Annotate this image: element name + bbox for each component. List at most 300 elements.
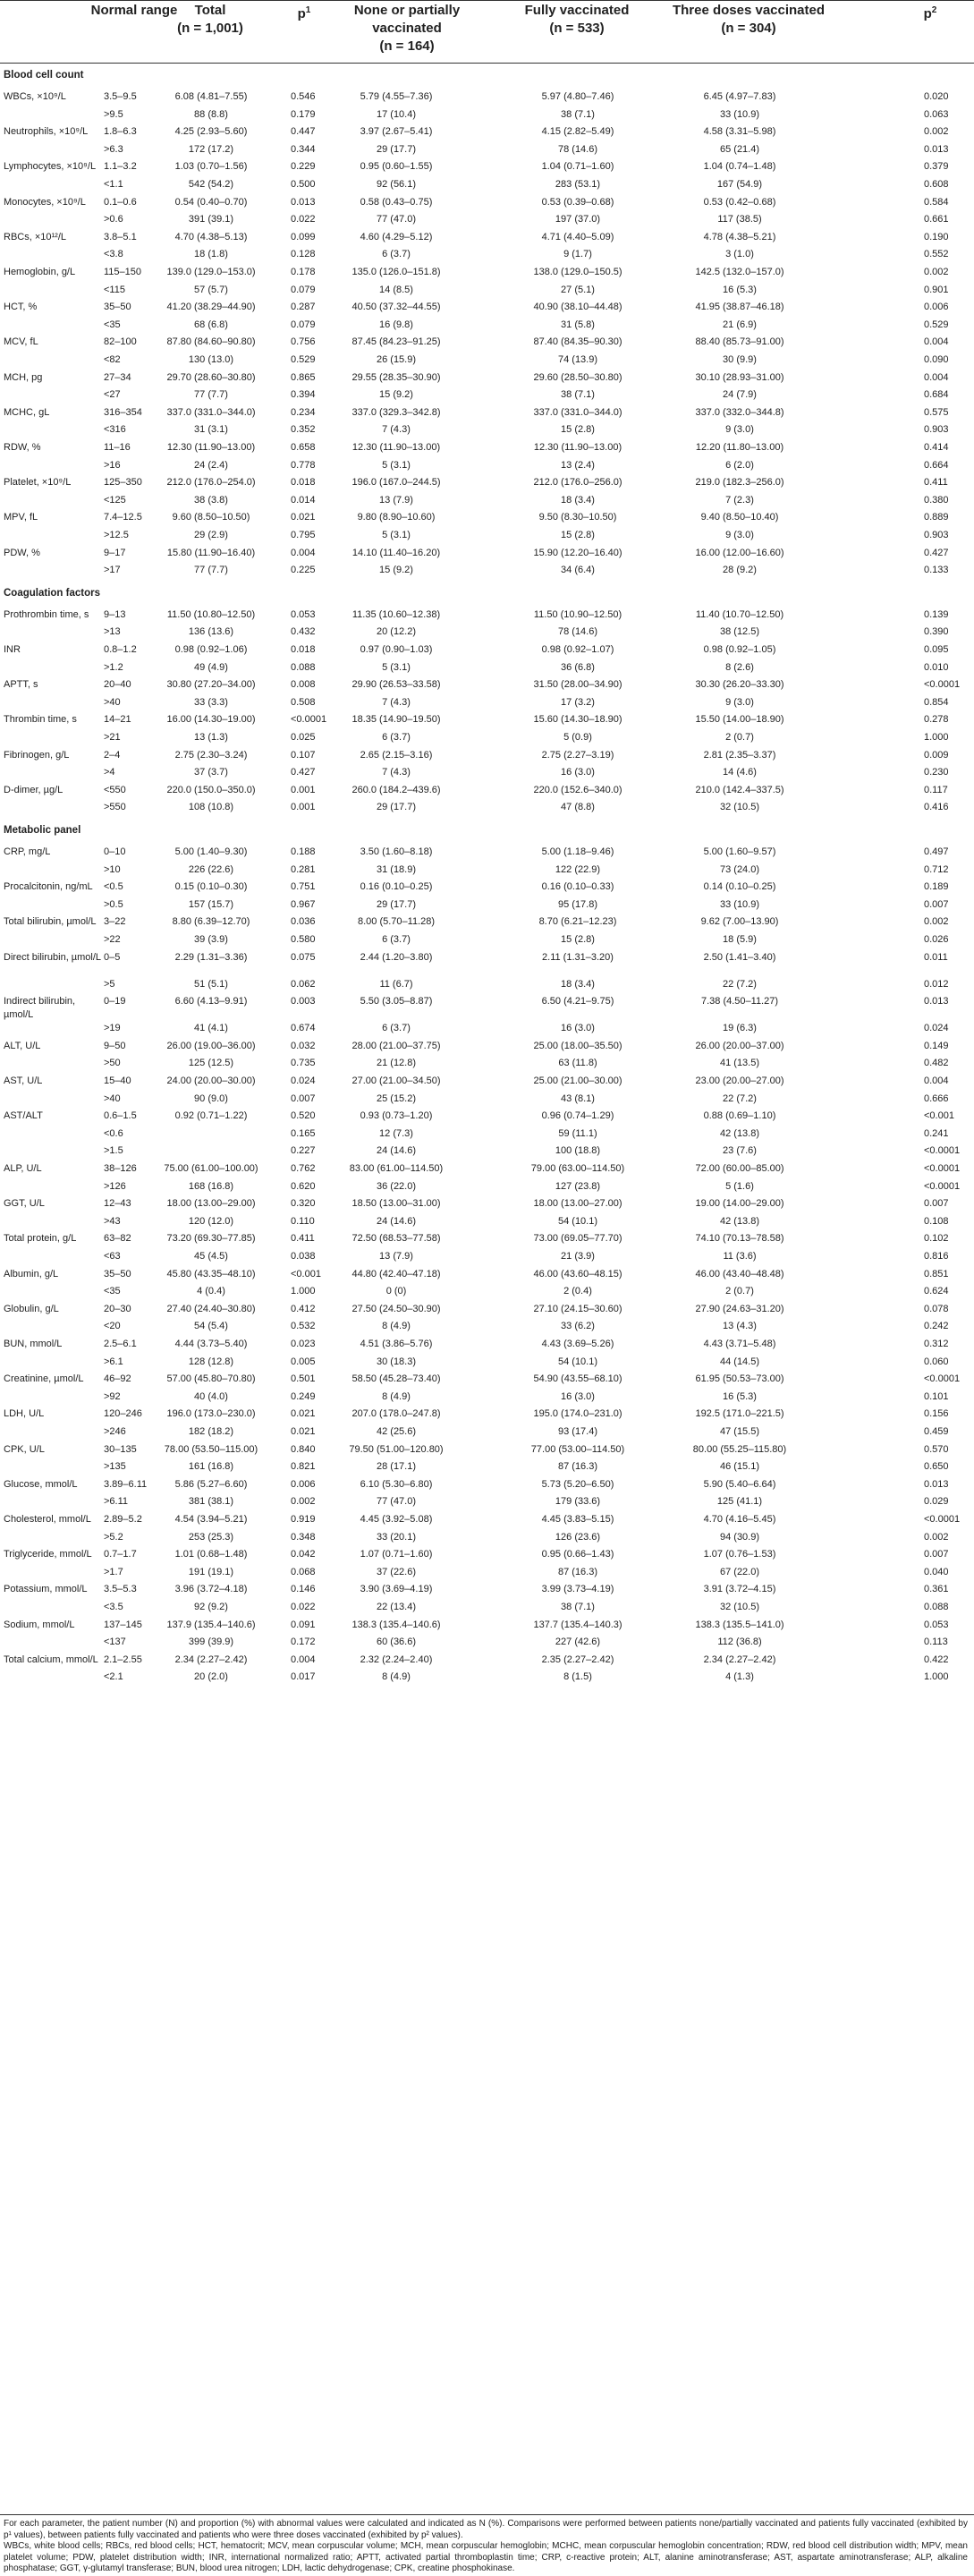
cell-normal-range: >1.7 bbox=[104, 1566, 123, 1577]
cell-fully-vaccinated: 0.98 (0.92–1.07) bbox=[541, 644, 614, 655]
cell-total: 45.80 (43.35–48.10) bbox=[166, 1268, 256, 1279]
cell-total: 196.0 (173.0–230.0) bbox=[166, 1408, 256, 1420]
cell-p2: 0.009 bbox=[924, 749, 949, 761]
cell-three-doses: 9 (3.0) bbox=[725, 696, 754, 708]
cell-p2: 0.241 bbox=[924, 1127, 949, 1139]
cell-none-vaccinated: 83.00 (61.00–114.50) bbox=[349, 1163, 444, 1174]
cell-fully-vaccinated: 31.50 (28.00–34.90) bbox=[533, 679, 623, 691]
cell-parameter: CPK, U/L bbox=[4, 1443, 45, 1455]
cell-parameter: LDH, U/L bbox=[4, 1408, 45, 1420]
cell-p2: 0.497 bbox=[924, 846, 949, 857]
cell-three-doses: 4.58 (3.31–5.98) bbox=[703, 126, 776, 138]
cell-p2: 0.712 bbox=[924, 863, 949, 875]
cell-normal-range: >16 bbox=[104, 459, 121, 471]
header-total-label: Total bbox=[194, 3, 226, 18]
cell-p1: 0.172 bbox=[291, 1637, 316, 1648]
table-row bbox=[0, 880, 974, 895]
cell-p2: 0.242 bbox=[924, 1321, 949, 1332]
cell-parameter: Monocytes, ×10⁹/L bbox=[4, 196, 86, 208]
table-row bbox=[0, 1302, 974, 1317]
cell-total: 4.54 (3.94–5.21) bbox=[174, 1514, 248, 1525]
cell-total: 75.00 (61.00–100.00) bbox=[164, 1163, 258, 1174]
cell-three-doses: 2.34 (2.27–2.42) bbox=[703, 1654, 776, 1665]
cell-fully-vaccinated: 27 (5.1) bbox=[561, 284, 595, 295]
cell-total: 24 (2.4) bbox=[194, 459, 228, 471]
cell-total: 161 (16.8) bbox=[188, 1461, 234, 1473]
table-row bbox=[0, 528, 974, 543]
cell-three-doses: 0.53 (0.42–0.68) bbox=[703, 196, 776, 208]
cell-total: 11.50 (10.80–12.50) bbox=[166, 608, 256, 620]
table-row bbox=[0, 1494, 974, 1509]
cell-p2: 0.624 bbox=[924, 1286, 949, 1297]
cell-total: 12.30 (11.90–13.00) bbox=[166, 442, 256, 453]
table-row bbox=[0, 765, 974, 780]
cell-fully-vaccinated: 54 (10.1) bbox=[557, 1356, 598, 1367]
cell-none-vaccinated: 60 (36.6) bbox=[376, 1637, 417, 1648]
cell-p2: 0.011 bbox=[924, 951, 948, 963]
table-row bbox=[0, 1214, 974, 1229]
cell-p1: 0.021 bbox=[291, 512, 316, 523]
cell-three-doses: 1.04 (0.74–1.48) bbox=[703, 161, 776, 173]
cell-none-vaccinated: 15 (9.2) bbox=[379, 389, 413, 401]
cell-p1: 0.188 bbox=[291, 846, 316, 857]
cell-normal-range: 1.1–3.2 bbox=[104, 161, 137, 173]
cell-p1: 0.038 bbox=[291, 1251, 316, 1262]
cell-parameter: PDW, % bbox=[4, 547, 40, 558]
cell-p1: 0.068 bbox=[291, 1566, 316, 1577]
cell-total: 0.92 (0.71–1.22) bbox=[174, 1110, 248, 1122]
footnote-1: For each parameter, the patient number (N) and proportion (%) with abnormal values were calculated and indicated as N (%). Comparisons were performed between patients none/partially vaccinated and patients fully vaccinated (exhibited by p¹ values), between patients fully vaccinated and patients who were three doses vaccinated (exhibited by p² values). bbox=[4, 2519, 968, 2540]
cell-parameter: Direct bilirubin, µmol/L bbox=[4, 951, 102, 963]
cell-three-doses: 24 (7.9) bbox=[723, 389, 757, 401]
cell-p1: 0.165 bbox=[291, 1127, 316, 1139]
cell-three-doses: 210.0 (142.4–337.5) bbox=[695, 784, 784, 795]
cell-p2: 0.414 bbox=[924, 442, 949, 453]
cell-none-vaccinated: 77 (47.0) bbox=[376, 1496, 417, 1508]
cell-total: 542 (54.2) bbox=[188, 179, 234, 190]
cell-parameter: Potassium, mmol/L bbox=[4, 1584, 88, 1595]
table-row bbox=[0, 625, 974, 640]
cell-none-vaccinated: 3.97 (2.67–5.41) bbox=[360, 126, 433, 138]
table-row bbox=[0, 1092, 974, 1107]
cell-parameter: Total bilirubin, µmol/L bbox=[4, 916, 97, 928]
cell-total: 4.44 (3.73–5.40) bbox=[174, 1339, 248, 1349]
cell-p2: 0.090 bbox=[924, 354, 949, 365]
cell-fully-vaccinated: 54.90 (43.55–68.10) bbox=[533, 1373, 623, 1385]
cell-parameter: APTT, s bbox=[4, 679, 38, 691]
cell-parameter: Neutrophils, ×10⁹/L bbox=[4, 126, 89, 138]
cell-p2: <0.0001 bbox=[924, 1373, 961, 1385]
cell-normal-range: 137–145 bbox=[104, 1619, 142, 1630]
cell-none-vaccinated: 260.0 (184.2–439.6) bbox=[351, 784, 441, 795]
cell-p1: 0.344 bbox=[291, 143, 316, 155]
cell-parameter: MCV, fL bbox=[4, 336, 38, 348]
cell-p1: <0.001 bbox=[291, 1268, 321, 1279]
table-row bbox=[0, 177, 974, 192]
cell-three-doses: 65 (21.4) bbox=[719, 143, 760, 155]
cell-normal-range: 3.89–6.11 bbox=[104, 1478, 148, 1490]
cell-p2: 0.095 bbox=[924, 644, 949, 655]
cell-none-vaccinated: 29 (17.7) bbox=[376, 898, 417, 910]
cell-three-doses: 30 (9.9) bbox=[723, 354, 757, 365]
cell-total: 0.54 (0.40–0.70) bbox=[174, 196, 248, 208]
cell-none-vaccinated: 79.50 (51.00–120.80) bbox=[349, 1443, 444, 1455]
cell-p2: <0.001 bbox=[924, 1110, 954, 1122]
cell-none-vaccinated: 20 (12.2) bbox=[376, 626, 417, 638]
cell-p1: 0.427 bbox=[291, 767, 316, 778]
cell-p2: 0.117 bbox=[924, 784, 948, 795]
cell-p1: 0.756 bbox=[291, 336, 316, 348]
cell-three-doses: 47 (15.5) bbox=[719, 1426, 760, 1437]
cell-total: 120 (12.0) bbox=[188, 1215, 234, 1227]
cell-p2: 0.060 bbox=[924, 1356, 949, 1367]
cell-normal-range: 2–4 bbox=[104, 749, 121, 761]
cell-fully-vaccinated: 126 (23.6) bbox=[555, 1531, 601, 1543]
cell-fully-vaccinated: 4.15 (2.82–5.49) bbox=[541, 126, 614, 138]
cell-three-doses: 30.30 (26.20–33.30) bbox=[695, 679, 784, 691]
cell-total: 399 (39.9) bbox=[188, 1637, 234, 1648]
cell-total: 54 (5.4) bbox=[194, 1321, 228, 1332]
cell-normal-range: 15–40 bbox=[104, 1075, 131, 1086]
cell-three-doses: 22 (7.2) bbox=[723, 978, 757, 990]
table-row bbox=[0, 458, 974, 473]
cell-normal-range: >6.11 bbox=[104, 1496, 129, 1508]
cell-p1: 0.348 bbox=[291, 1531, 316, 1543]
cell-three-doses: 80.00 (55.25–115.80) bbox=[692, 1443, 787, 1455]
cell-three-doses: 13 (4.3) bbox=[723, 1321, 757, 1332]
table-row bbox=[0, 1161, 974, 1177]
header-normal-range: Normal range bbox=[90, 3, 178, 18]
cell-p1: 0.508 bbox=[291, 696, 316, 708]
cell-parameter: Total calcium, mmol/L bbox=[4, 1654, 98, 1665]
cell-p2: 0.422 bbox=[924, 1654, 949, 1665]
cell-three-doses: 46.00 (43.40–48.48) bbox=[695, 1268, 784, 1279]
cell-total: 30.80 (27.20–34.00) bbox=[166, 679, 256, 691]
cell-normal-range: 3.5–5.3 bbox=[104, 1584, 137, 1595]
cell-fully-vaccinated: 95 (17.8) bbox=[557, 898, 598, 910]
cell-p2: 0.903 bbox=[924, 530, 949, 540]
cell-total: 1.03 (0.70–1.56) bbox=[174, 161, 248, 173]
cell-p2: 0.650 bbox=[924, 1461, 949, 1473]
cell-three-doses: 30.10 (28.93–31.00) bbox=[695, 371, 784, 383]
cell-three-doses: 33 (10.9) bbox=[719, 108, 760, 120]
table-row bbox=[0, 748, 974, 763]
cell-total: 130 (13.0) bbox=[188, 354, 234, 365]
header-p2 bbox=[912, 2, 948, 23]
cell-total: 26.00 (19.00–36.00) bbox=[166, 1040, 256, 1051]
table-row bbox=[0, 440, 974, 455]
cell-total: 157 (15.7) bbox=[188, 898, 234, 910]
cell-parameter: BUN, mmol/L bbox=[4, 1339, 63, 1349]
table-row bbox=[0, 1039, 974, 1054]
cell-fully-vaccinated: 78 (14.6) bbox=[557, 143, 598, 155]
table-row bbox=[0, 1196, 974, 1211]
cell-p1: 1.000 bbox=[291, 1286, 316, 1297]
cell-three-doses: 4.43 (3.71–5.48) bbox=[703, 1339, 776, 1349]
cell-total: 29.70 (28.60–30.80) bbox=[166, 371, 256, 383]
cell-fully-vaccinated: 21 (3.9) bbox=[561, 1251, 595, 1262]
cell-total: 108 (10.8) bbox=[188, 802, 234, 813]
cell-total: 6.60 (4.13–9.91) bbox=[174, 996, 248, 1007]
table-row bbox=[0, 1109, 974, 1124]
cell-fully-vaccinated: 283 (53.1) bbox=[555, 179, 601, 190]
table-row bbox=[0, 1512, 974, 1527]
cell-parameter: Fibrinogen, g/L bbox=[4, 749, 70, 761]
cell-normal-range: <115 bbox=[104, 284, 125, 295]
cell-p1: 0.032 bbox=[291, 1040, 316, 1051]
cell-p1: 0.091 bbox=[291, 1619, 316, 1630]
cell-p1: 0.821 bbox=[291, 1461, 316, 1473]
table-row bbox=[0, 387, 974, 403]
cell-fully-vaccinated: 4.43 (3.69–5.26) bbox=[541, 1339, 614, 1349]
cell-p2: 0.013 bbox=[924, 996, 949, 1007]
table-row bbox=[0, 932, 974, 948]
cell-p2: 1.000 bbox=[924, 732, 949, 743]
cell-fully-vaccinated: 25.00 (18.00–35.50) bbox=[533, 1040, 623, 1051]
cell-fully-vaccinated: 337.0 (331.0–344.0) bbox=[533, 406, 623, 418]
cell-fully-vaccinated: 6.50 (4.21–9.75) bbox=[541, 996, 614, 1007]
cell-none-vaccinated: 12.30 (11.90–13.00) bbox=[351, 442, 441, 453]
table-row bbox=[0, 695, 974, 710]
cell-none-vaccinated: 16 (9.8) bbox=[379, 319, 413, 330]
cell-parameter: MCH, pg bbox=[4, 371, 43, 383]
cell-p1: 0.532 bbox=[291, 1321, 316, 1332]
cell-p1: 0.394 bbox=[291, 389, 316, 401]
table-row bbox=[0, 142, 974, 157]
cell-p2: 0.013 bbox=[924, 1478, 949, 1490]
cell-none-vaccinated: 28 (17.1) bbox=[376, 1461, 417, 1473]
cell-none-vaccinated: 44.80 (42.40–47.18) bbox=[351, 1268, 441, 1279]
cell-three-doses: 192.5 (171.0–221.5) bbox=[695, 1408, 784, 1420]
cell-three-doses: 142.5 (132.0–157.0) bbox=[695, 267, 784, 277]
table-row bbox=[0, 1477, 974, 1492]
cell-p1: 0.412 bbox=[291, 1303, 316, 1314]
cell-three-doses: 23.00 (20.00–27.00) bbox=[695, 1075, 784, 1086]
cell-none-vaccinated: 3.50 (1.60–8.18) bbox=[360, 846, 433, 857]
cell-fully-vaccinated: 0.53 (0.39–0.68) bbox=[541, 196, 614, 208]
cell-three-doses: 16.00 (12.00–16.60) bbox=[695, 547, 784, 558]
cell-normal-range: 3.8–5.1 bbox=[104, 231, 137, 242]
cell-p2: 0.012 bbox=[924, 978, 949, 990]
cell-p2: 0.102 bbox=[924, 1233, 949, 1245]
cell-fully-vaccinated: 195.0 (174.0–231.0) bbox=[533, 1408, 623, 1420]
cell-fully-vaccinated: 18 (3.4) bbox=[561, 494, 595, 506]
cell-none-vaccinated: 1.07 (0.71–1.60) bbox=[360, 1549, 433, 1560]
cell-p1: 0.529 bbox=[291, 354, 316, 365]
cell-normal-range: 2.89–5.2 bbox=[104, 1514, 142, 1525]
cell-p1: 0.500 bbox=[291, 179, 316, 190]
cell-total: 2.29 (1.31–3.36) bbox=[174, 951, 248, 963]
cell-total: 87.80 (84.60–90.80) bbox=[166, 336, 256, 348]
cell-three-doses: 2.50 (1.41–3.40) bbox=[703, 951, 776, 963]
table-row bbox=[0, 89, 974, 105]
cell-none-vaccinated: 6 (3.7) bbox=[382, 249, 411, 260]
cell-none-vaccinated: 24 (14.6) bbox=[376, 1215, 417, 1227]
cell-p2: 0.026 bbox=[924, 934, 949, 945]
cell-fully-vaccinated: 18.00 (13.00–27.00) bbox=[533, 1198, 623, 1210]
header-p2-sup: 2 bbox=[931, 5, 937, 15]
cell-fully-vaccinated: 27.10 (24.15–30.60) bbox=[533, 1303, 623, 1314]
cell-normal-range: 38–126 bbox=[104, 1163, 137, 1174]
cell-three-doses: 32 (10.5) bbox=[719, 1602, 760, 1612]
cell-three-doses: 67 (22.0) bbox=[719, 1566, 760, 1577]
cell-parameter: INR bbox=[4, 644, 21, 655]
cell-three-doses: 0.98 (0.92–1.05) bbox=[703, 644, 776, 655]
cell-normal-range: >550 bbox=[104, 802, 126, 813]
cell-total: 0.15 (0.10–0.30) bbox=[174, 881, 248, 893]
header-three-doses bbox=[668, 2, 829, 38]
cell-none-vaccinated: 11 (6.7) bbox=[379, 978, 413, 990]
cell-p2: 0.552 bbox=[924, 249, 949, 260]
cell-p1: 0.919 bbox=[291, 1514, 316, 1525]
cell-three-doses: 125 (41.1) bbox=[716, 1496, 763, 1508]
cell-none-vaccinated: 0.95 (0.60–1.55) bbox=[360, 161, 433, 173]
cell-parameter: Globulin, g/L bbox=[4, 1303, 59, 1314]
cell-normal-range: <63 bbox=[104, 1251, 121, 1262]
cell-fully-vaccinated: 0.16 (0.10–0.33) bbox=[541, 881, 614, 893]
cell-normal-range: >12.5 bbox=[104, 530, 129, 540]
table-row bbox=[0, 195, 974, 210]
cell-three-doses: 2 (0.7) bbox=[725, 1286, 754, 1297]
table-row bbox=[0, 1635, 974, 1650]
cell-none-vaccinated: 0.93 (0.73–1.20) bbox=[360, 1110, 433, 1122]
cell-fully-vaccinated: 36 (6.8) bbox=[561, 661, 595, 673]
cell-p2: 0.133 bbox=[924, 565, 949, 576]
cell-normal-range: >13 bbox=[104, 626, 121, 638]
cell-normal-range: 0–19 bbox=[104, 996, 126, 1007]
cell-p2: 0.889 bbox=[924, 512, 949, 523]
cell-fully-vaccinated: 16 (3.0) bbox=[561, 1023, 595, 1034]
cell-fully-vaccinated: 77.00 (53.00–114.50) bbox=[530, 1443, 625, 1455]
cell-normal-range: 3.5–9.5 bbox=[104, 91, 137, 102]
cell-p1: 0.840 bbox=[291, 1443, 316, 1455]
cell-fully-vaccinated: 100 (18.8) bbox=[555, 1145, 601, 1157]
cell-normal-range: <35 bbox=[104, 1286, 121, 1297]
cell-fully-vaccinated: 15 (2.8) bbox=[561, 530, 595, 540]
header-none-label: None or partially vaccinated bbox=[353, 3, 461, 36]
table-row bbox=[0, 783, 974, 798]
cell-three-doses: 74.10 (70.13–78.58) bbox=[695, 1233, 784, 1245]
cell-total: 15.80 (11.90–16.40) bbox=[166, 547, 256, 558]
cell-p1: 0.179 bbox=[291, 108, 316, 120]
cell-normal-range: 1.8–6.3 bbox=[104, 126, 137, 138]
cell-fully-vaccinated: 0.95 (0.66–1.43) bbox=[541, 1549, 614, 1560]
cell-none-vaccinated: 8.00 (5.70–11.28) bbox=[357, 916, 436, 928]
cell-none-vaccinated: 5 (3.1) bbox=[382, 530, 411, 540]
header-total-n: (n = 1,001) bbox=[177, 21, 243, 36]
cell-p1: 0.001 bbox=[291, 784, 316, 795]
cell-parameter: Platelet, ×10⁹/L bbox=[4, 477, 72, 489]
cell-normal-range: >6.3 bbox=[104, 143, 123, 155]
cell-p2: 0.903 bbox=[924, 424, 949, 436]
cell-three-doses: 41 (13.5) bbox=[719, 1058, 760, 1069]
cell-p2: 0.278 bbox=[924, 714, 949, 726]
cell-three-doses: 14 (4.6) bbox=[723, 767, 757, 778]
top-rule bbox=[0, 0, 974, 1]
cell-none-vaccinated: 13 (7.9) bbox=[379, 494, 413, 506]
cell-normal-range: 20–40 bbox=[104, 679, 131, 691]
cell-normal-range: >50 bbox=[104, 1058, 121, 1069]
cell-total: 31 (3.1) bbox=[194, 424, 228, 436]
cell-p1: 0.075 bbox=[291, 951, 316, 963]
cell-none-vaccinated: 12 (7.3) bbox=[379, 1127, 413, 1139]
cell-p2: 0.416 bbox=[924, 802, 949, 813]
table-row bbox=[0, 265, 974, 280]
cell-three-doses: 337.0 (332.0–344.8) bbox=[695, 406, 784, 418]
cell-p1: 0.411 bbox=[291, 1233, 315, 1245]
cell-none-vaccinated: 29 (17.7) bbox=[376, 802, 417, 813]
cell-total: 381 (38.1) bbox=[188, 1496, 234, 1508]
cell-parameter: Cholesterol, mmol/L bbox=[4, 1514, 91, 1525]
cell-three-doses: 5.00 (1.60–9.57) bbox=[703, 846, 776, 857]
cell-none-vaccinated: 196.0 (167.0–244.5) bbox=[351, 477, 441, 489]
header-rule bbox=[0, 63, 974, 64]
cell-none-vaccinated: 5 (3.1) bbox=[382, 459, 411, 471]
cell-three-doses: 11 (3.6) bbox=[723, 1251, 757, 1262]
cell-three-doses: 88.40 (85.73–91.00) bbox=[695, 336, 784, 348]
cell-three-doses: 11.40 (10.70–12.50) bbox=[695, 608, 784, 620]
cell-parameter: ALT, U/L bbox=[4, 1040, 41, 1051]
cell-total: 136 (13.6) bbox=[188, 626, 234, 638]
cell-p1: 0.001 bbox=[291, 802, 316, 813]
table-row bbox=[0, 608, 974, 623]
table-row bbox=[0, 660, 974, 676]
cell-p2: 0.312 bbox=[924, 1339, 949, 1349]
cell-none-vaccinated: 6 (3.7) bbox=[382, 1023, 411, 1034]
cell-three-doses: 42 (13.8) bbox=[719, 1215, 760, 1227]
cell-p2: 0.361 bbox=[924, 1584, 949, 1595]
cell-normal-range: 27–34 bbox=[104, 371, 131, 383]
cell-fully-vaccinated: 5 (0.9) bbox=[563, 732, 592, 743]
cell-three-doses: 26.00 (20.00–37.00) bbox=[695, 1040, 784, 1051]
cell-total: 33 (3.3) bbox=[194, 696, 228, 708]
cell-p1: 0.088 bbox=[291, 661, 316, 673]
cell-total: 4 (0.4) bbox=[197, 1286, 225, 1297]
cell-normal-range: 11–16 bbox=[104, 442, 131, 453]
cell-p1: 0.004 bbox=[291, 547, 316, 558]
cell-none-vaccinated: 22 (13.4) bbox=[376, 1602, 417, 1612]
cell-p2: 0.088 bbox=[924, 1602, 949, 1612]
table-row bbox=[0, 1021, 974, 1036]
cell-fully-vaccinated: 197 (37.0) bbox=[555, 214, 601, 225]
cell-p1: 0.128 bbox=[291, 249, 316, 260]
cell-p2: 0.664 bbox=[924, 459, 949, 471]
cell-p1: 0.005 bbox=[291, 1356, 316, 1367]
cell-parameter: AST, U/L bbox=[4, 1075, 43, 1086]
cell-fully-vaccinated: 12.30 (11.90–13.00) bbox=[533, 442, 623, 453]
cell-normal-range: >9.5 bbox=[104, 108, 123, 120]
header-p1 bbox=[286, 2, 322, 23]
cell-parameter: RDW, % bbox=[4, 442, 41, 453]
cell-p1: 0.017 bbox=[291, 1671, 316, 1683]
cell-none-vaccinated: 7 (4.3) bbox=[382, 767, 411, 778]
cell-three-doses: 9 (3.0) bbox=[725, 530, 754, 540]
cell-p1: 0.751 bbox=[291, 881, 316, 893]
cell-p1: 0.042 bbox=[291, 1549, 316, 1560]
cell-normal-range: 82–100 bbox=[104, 336, 137, 348]
cell-three-doses: 117 (38.5) bbox=[717, 214, 762, 225]
cell-fully-vaccinated: 2.75 (2.27–3.19) bbox=[541, 749, 614, 761]
cell-p2: 0.156 bbox=[924, 1408, 949, 1420]
table-row bbox=[0, 1670, 974, 1685]
cell-normal-range: 9–13 bbox=[104, 608, 126, 620]
cell-none-vaccinated: 14 (8.5) bbox=[379, 284, 413, 295]
cell-normal-range: >246 bbox=[104, 1426, 126, 1437]
cell-total: 90 (9.0) bbox=[194, 1092, 228, 1104]
cell-total: 125 (12.5) bbox=[188, 1058, 234, 1069]
cell-none-vaccinated: 0.97 (0.90–1.03) bbox=[360, 644, 433, 655]
cell-three-doses: 73 (24.0) bbox=[719, 863, 760, 875]
